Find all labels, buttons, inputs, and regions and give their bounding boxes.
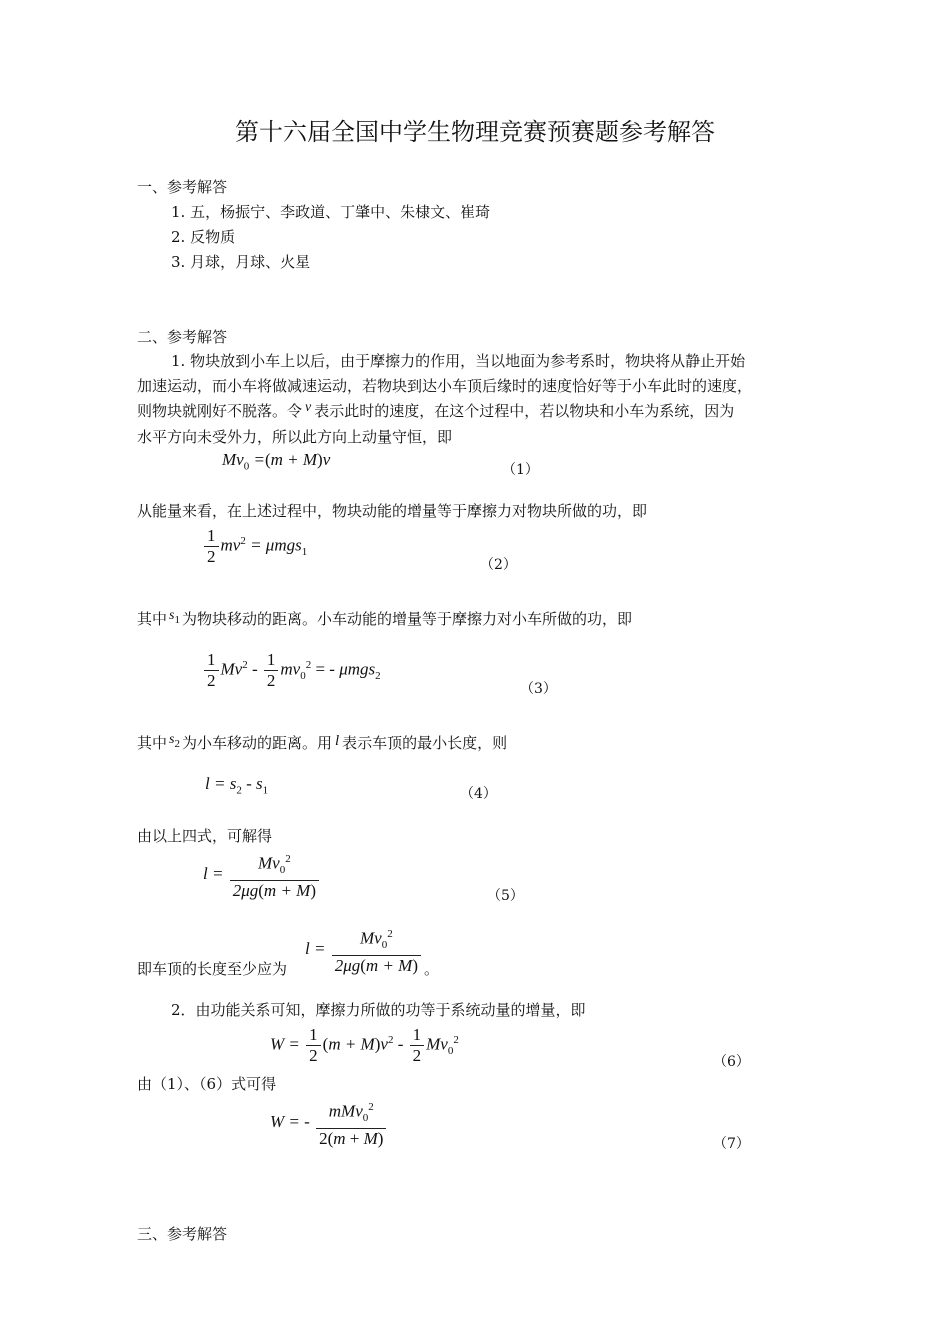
equation-number: （6） (713, 1054, 750, 1070)
equation-6: W = $\frac{1}{2}$ $(m + M)v^2$ - $\frac{1}{2}$ $Mv_0^2$ (270, 1025, 459, 1065)
paragraph-line: 即车顶的长度至少应为 (137, 960, 288, 978)
equation-3: $\frac{1}{2}$ Mv$^2$ - $\frac{1}{2}$ $mv_0^2$ = - μmgs$_2$ (202, 650, 381, 691)
equation-number: （4） (460, 786, 497, 802)
section-2-heading: 二、参考解答 (137, 328, 228, 346)
equation-4: $l = s_2 - s_1$ (205, 774, 269, 797)
paragraph-line: 其中 $s_2$ 为小车移动的距离。用 l 表示车顶的最小长度，则 (137, 732, 508, 752)
paragraph-line: 由（1）、（6）式可得 (137, 1075, 277, 1093)
paragraph-line: 其中 $s_1$ 为物块移动的距离。小车动能的增量等于摩擦力对小车所做的功，即 (137, 608, 632, 628)
equation-7: W = - $\frac{mMv_0^2}{2(m + M)}$ (270, 1097, 388, 1149)
equation-number: （2） (480, 557, 517, 573)
equation-1: $Mv_0 =(m + M)v$ (222, 450, 331, 473)
paragraph-line: 水平方向未受外力，所以此方向上动量守恒，即 (137, 428, 453, 446)
answer-3: 3. 月球，月球、火星 (171, 253, 311, 271)
section-3-heading: 三、参考解答 (137, 1225, 228, 1243)
section-1-heading: 一、参考解答 (137, 178, 228, 196)
equation-number: （7） (713, 1136, 750, 1152)
answer-2: 2. 反物质 (171, 228, 236, 246)
variable-l: l (334, 733, 340, 749)
page-title: 第十六届全国中学生物理竞赛预赛题参考解答 (235, 118, 715, 146)
equation-2: $\frac{1}{2}$ $mv^2 = \mu mgs_1$ (202, 526, 307, 567)
equation-number: （1） (502, 462, 539, 478)
paragraph-line: 加速运动，而小车将做减速运动，若物块到达小车顶后缘时的速度恰好等于小车此时的速度， (137, 377, 753, 395)
equation-5: l = $\frac{Mv_0^2}{2\mu g(m + M)}$ (203, 849, 321, 901)
equation-5-inline: l = $\frac{Mv_0^2}{2\mu g(m + M)}$ (305, 924, 423, 976)
answer-1: 1. 五，杨振宁、李政道、丁肇中、朱棣文、崔琦 (171, 203, 491, 221)
paragraph-line: 2．由功能关系可知，摩擦力所做的功等于系统动量的增量，即 (171, 1001, 586, 1019)
paragraph-line: 从能量来看，在上述过程中，物块动能的增量等于摩擦力对物块所做的功，即 (137, 502, 648, 520)
paragraph-line: 由以上四式，可解得 (137, 827, 273, 845)
paragraph-line: 1. 物块放到小车上以后，由于摩擦力的作用，当以地面为参考系时，物块将从静止开始 (171, 352, 746, 370)
variable-v: v (305, 400, 312, 415)
period: 。 (424, 960, 440, 978)
variable-s2: $s_2$ (169, 732, 180, 750)
equation-number: （3） (520, 681, 557, 697)
paragraph-line: 则物块就刚好不脱落。令 v 表示此时的速度，在这个过程中，若以物块和小车为系统，因为 (137, 400, 735, 420)
equation-number: （5） (487, 888, 524, 904)
variable-s1: $s_1$ (169, 608, 180, 626)
